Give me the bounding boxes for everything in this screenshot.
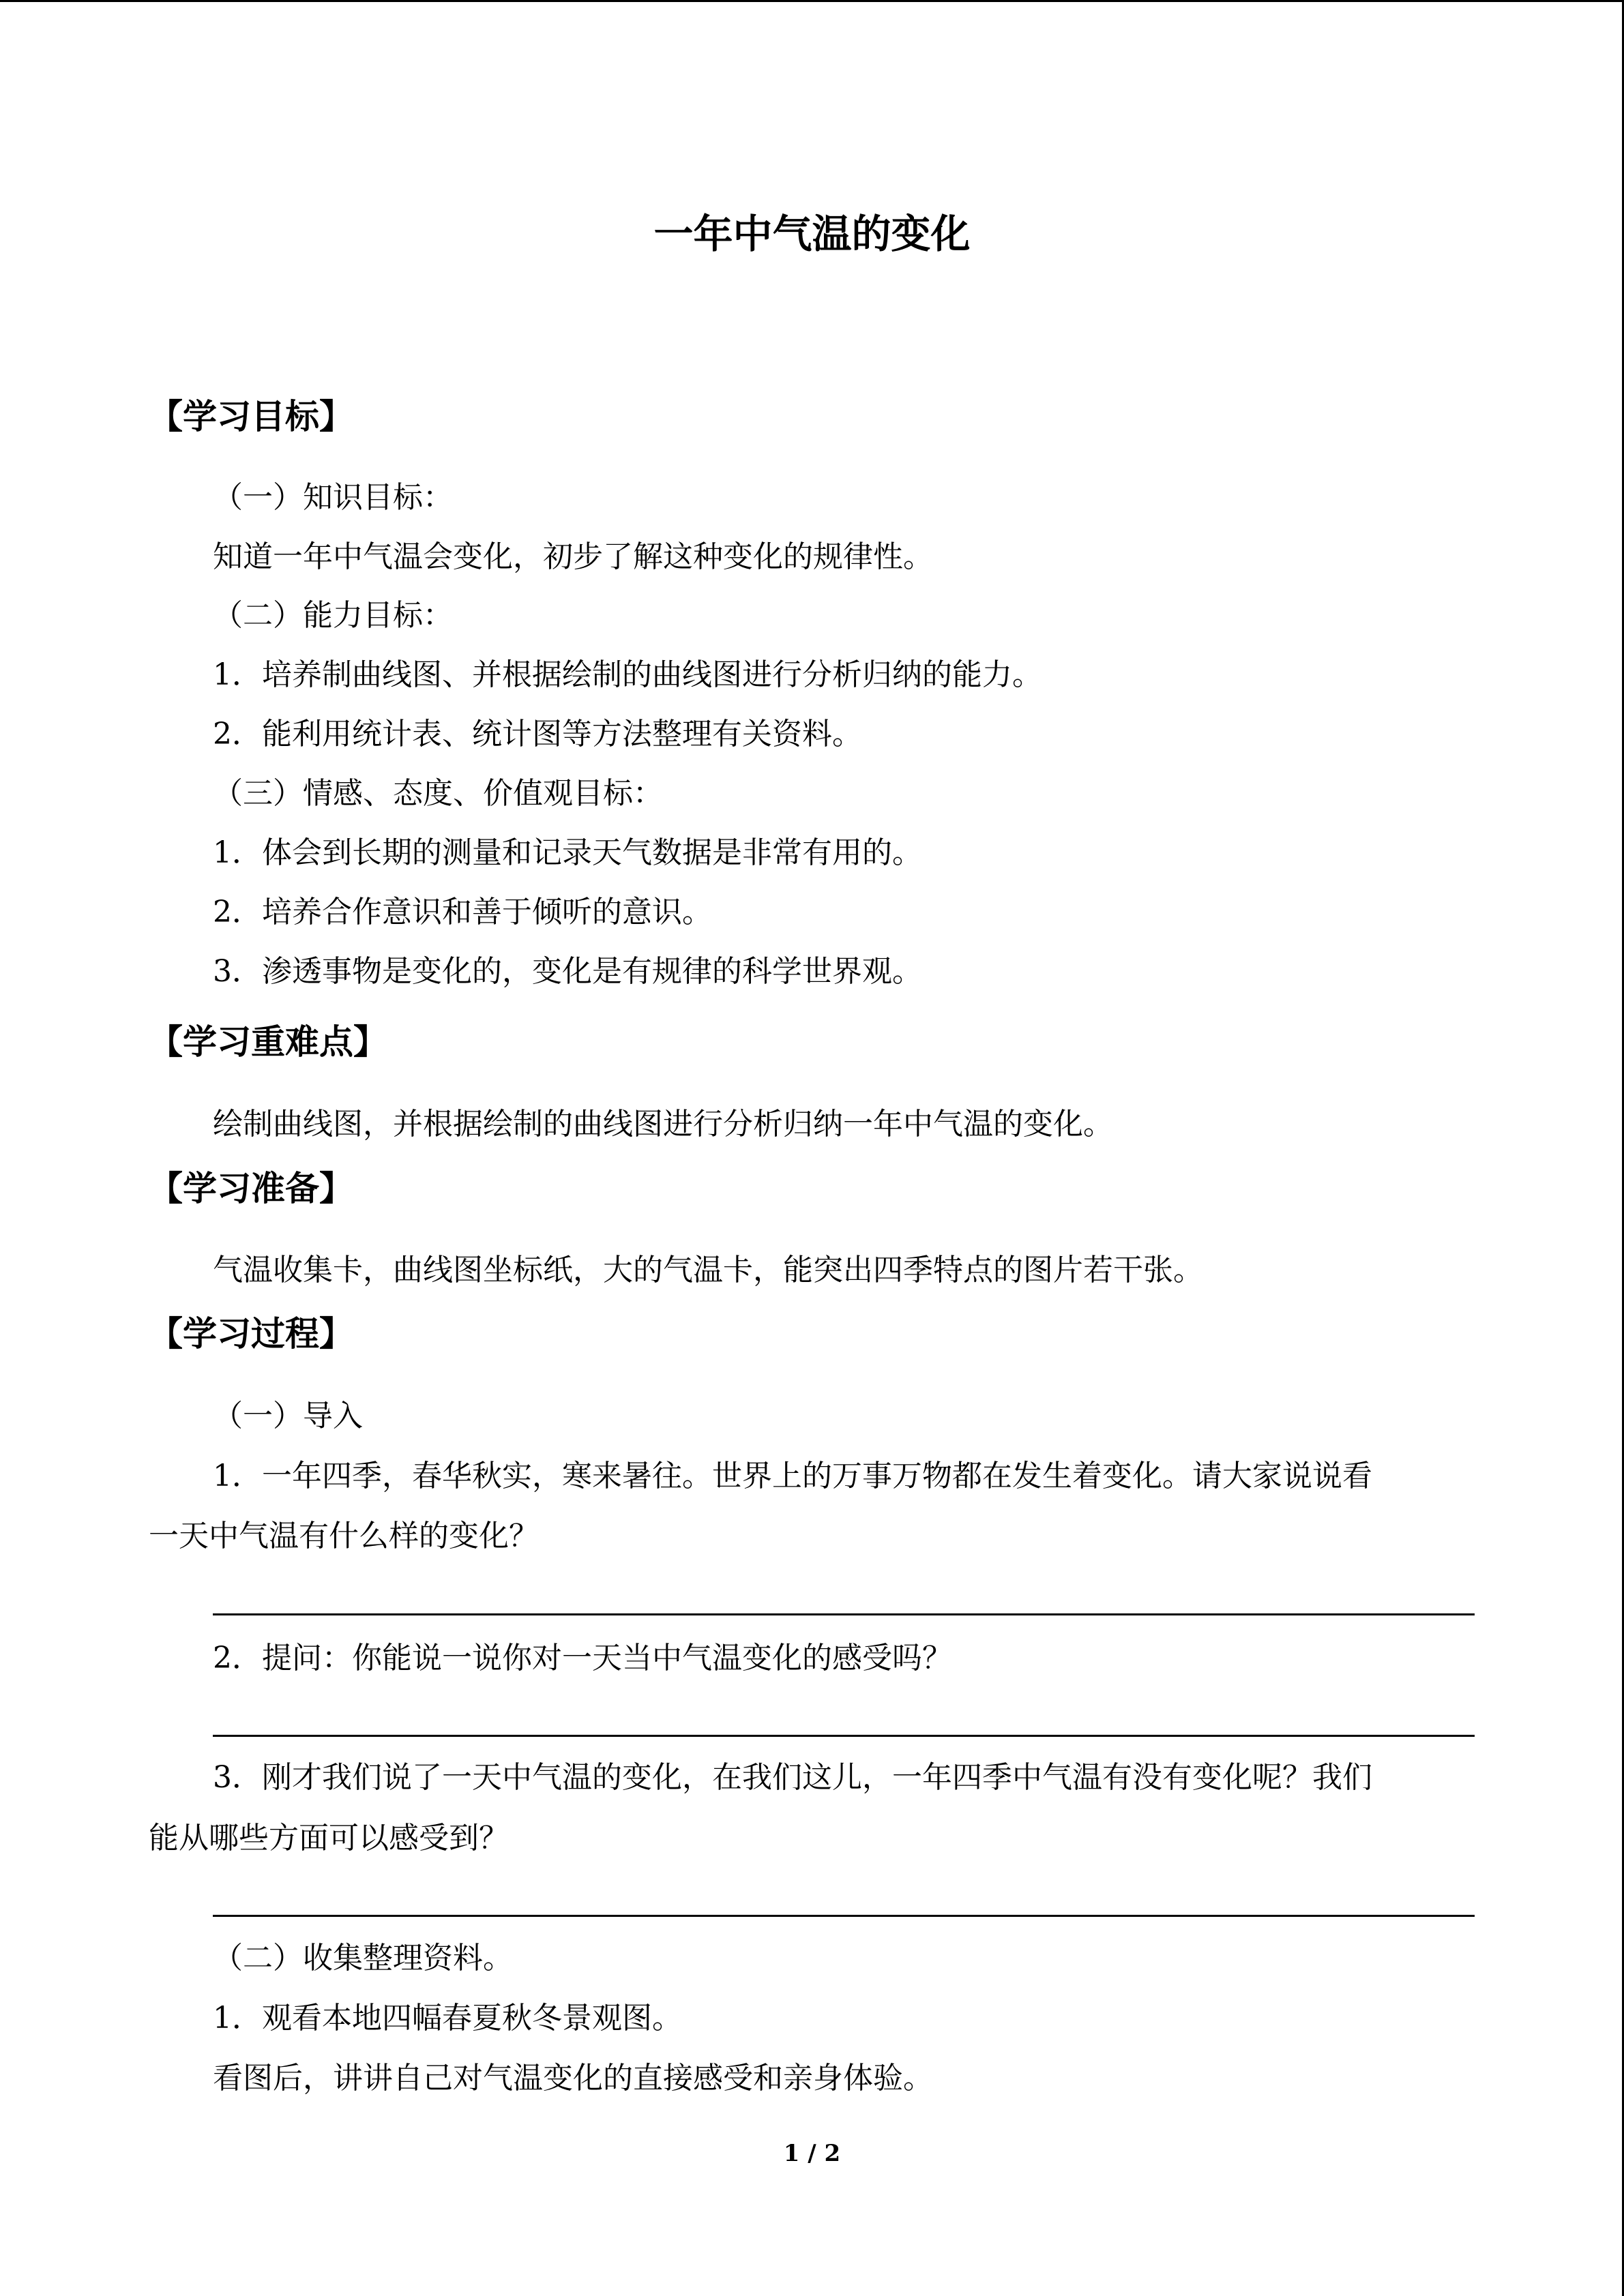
answer-line-2 (213, 1735, 1475, 1737)
knowledge-objective-label: （一）知识目标： (213, 480, 453, 515)
question-3-line-2: 能从哪些方面可以感受到？ (149, 1821, 509, 1855)
section-heading-process: 【学习过程】 (149, 1313, 353, 1354)
section-heading-key-points: 【学习重难点】 (149, 1022, 387, 1062)
key-points-text: 绘制曲线图，并根据绘制的曲线图进行分析归纳一年中气温的变化。 (213, 1107, 1113, 1142)
ability-objective-2: 2．能利用统计表、统计图等方法整理有关资料。 (213, 717, 862, 751)
emotion-objective-3: 3．渗透事物是变化的，变化是有规律的科学世界观。 (213, 954, 922, 989)
emotion-objective-1: 1．体会到长期的测量和记录天气数据是非常有用的。 (213, 835, 922, 870)
answer-line-1 (213, 1613, 1475, 1615)
section-heading-objectives: 【学习目标】 (149, 396, 353, 436)
ability-objective-1: 1．培养制曲线图、并根据绘制的曲线图进行分析归纳的能力。 (213, 657, 1042, 692)
question-3-line-1: 3．刚才我们说了一天中气温的变化，在我们这儿，一年四季中气温有没有变化呢？我们 (213, 1760, 1372, 1795)
emotion-objective-label: （三）情感、态度、价值观目标： (213, 776, 663, 811)
preparation-text: 气温收集卡，曲线图坐标纸，大的气温卡，能突出四季特点的图片若干张。 (213, 1253, 1203, 1287)
collect-item-1: 1．观看本地四幅春夏秋冬景观图。 (213, 2001, 682, 2036)
question-2: 2．提问：你能说一说你对一天当中气温变化的感受吗？ (213, 1641, 952, 1675)
collect-item-1-text: 看图后，讲讲自己对气温变化的直接感受和亲身体验。 (213, 2061, 933, 2096)
page-number: 1 / 2 (783, 2140, 841, 2167)
collect-label: （二）收集整理资料。 (213, 1941, 513, 1976)
page-title: 一年中气温的变化 (653, 211, 971, 257)
question-1-line-2: 一天中气温有什么样的变化？ (149, 1519, 539, 1553)
section-heading-preparation: 【学习准备】 (149, 1168, 353, 1208)
knowledge-objective-text: 知道一年中气温会变化，初步了解这种变化的规律性。 (213, 539, 933, 574)
answer-line-3 (213, 1915, 1475, 1917)
intro-label: （一）导入 (213, 1399, 363, 1433)
emotion-objective-2: 2．培养合作意识和善于倾听的意识。 (213, 895, 712, 929)
question-1-line-1: 1．一年四季，春华秋实，寒来暑往。世界上的万事万物都在发生着变化。请大家说说看 (213, 1459, 1372, 1493)
ability-objective-label: （二）能力目标： (213, 598, 453, 633)
